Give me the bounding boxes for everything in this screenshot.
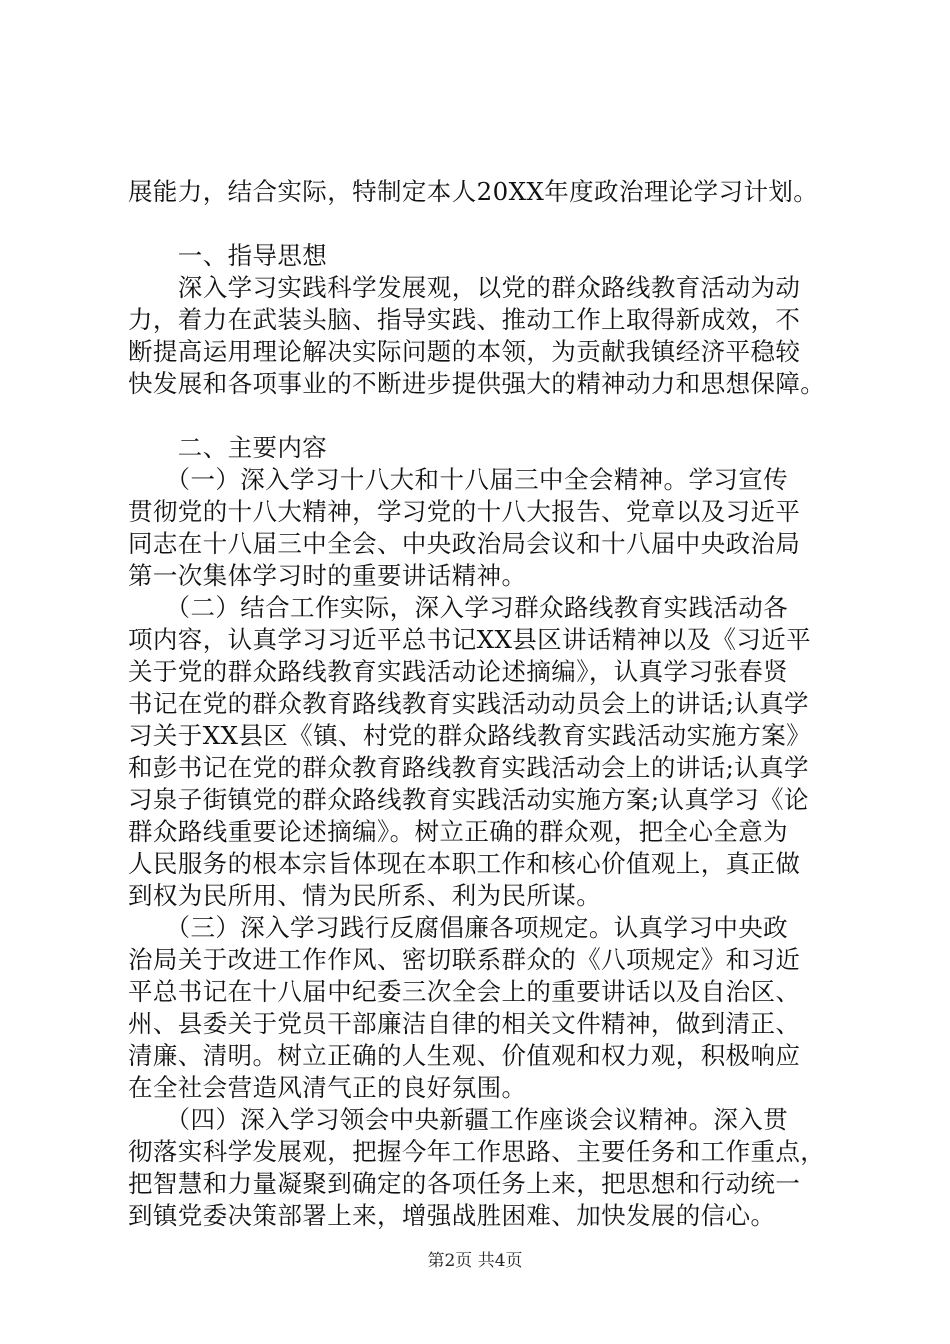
body-line: 力，着力在武装头脑、指导实践、推动工作上取得新成效，不 <box>128 305 801 334</box>
body-line: （二）结合工作实际，深入学习群众路线教育实践活动各 <box>128 593 789 622</box>
body-line: 断提高运用理论解决实际问题的本领，为贡献我镇经济平稳较 <box>128 337 801 366</box>
section-heading: 二、主要内容 <box>128 433 328 462</box>
body-line: 彻落实科学发展观，把握今年工作思路、主要任务和工作重点， <box>128 1137 826 1166</box>
body-line: 同志在十八届三中全会、中央政治局会议和十八届中央政治局 <box>128 529 801 558</box>
body-line: 州、县委关于党员干部廉洁自律的相关文件精神，做到清正、 <box>128 1009 801 1038</box>
body-line: 快发展和各项事业的不断进步提供强大的精神动力和思想保障。 <box>128 369 826 398</box>
body-line: 群众路线重要论述摘编》。树立正确的群众观，把全心全意为 <box>128 817 789 846</box>
body-line: （一）深入学习十八大和十八届三中全会精神。学习宣传 <box>128 465 789 494</box>
body-line: 贯彻党的十八大精神，学习党的十八大报告、党章以及习近平 <box>128 497 801 526</box>
body-line: 深入学习实践科学发展观，以党的群众路线教育活动为动 <box>128 273 801 302</box>
body-line: （四）深入学习领会中央新疆工作座谈会议精神。深入贯 <box>128 1105 789 1134</box>
body-line: 平总书记在十八届中纪委三次全会上的重要讲话以及自治区、 <box>128 977 801 1006</box>
body-line: 关于党的群众路线教育实践活动论述摘编》，认真学习张春贤 <box>128 657 789 686</box>
section-heading: 一、指导思想 <box>128 241 328 270</box>
page-footer: 第2页 共4页 <box>427 1251 523 1271</box>
body-line: 在全社会营造风清气正的良好氛围。 <box>128 1073 527 1102</box>
body-line: 习泉子街镇党的群众路线教育实践活动实施方案;认真学习《论 <box>128 785 809 814</box>
body-line: 展能力，结合实际，特制定本人20XX年度政治理论学习计划。 <box>128 177 819 206</box>
body-line: 清廉、清明。树立正确的人生观、价值观和权力观，积极响应 <box>128 1041 801 1070</box>
body-line: 第一次集体学习时的重要讲话精神。 <box>128 561 527 590</box>
body-line: 习关于XX县区《镇、村党的群众路线教育实践活动实施方案》 <box>128 721 812 750</box>
body-line: 到镇党委决策部署上来，增强战胜困难、加快发展的信心。 <box>128 1201 776 1230</box>
body-line: 和彭书记在党的群众教育路线教育实践活动会上的讲话;认真学 <box>128 753 809 782</box>
body-line: 书记在党的群众教育路线教育实践活动动员会上的讲话;认真学 <box>128 689 809 718</box>
body-line: 把智慧和力量凝聚到确定的各项任务上来，把思想和行动统一 <box>128 1169 801 1198</box>
body-line: 人民服务的根本宗旨体现在本职工作和核心价值观上，真正做 <box>128 849 801 878</box>
body-line: 项内容，认真学习习近平总书记XX县区讲话精神以及《习近平 <box>128 625 812 654</box>
body-line: 到权为民所用、情为民所系、利为民所谋。 <box>128 881 602 910</box>
body-line: （三）深入学习践行反腐倡廉各项规定。认真学习中央政 <box>128 913 789 942</box>
body-line: 治局关于改进工作作风、密切联系群众的《八项规定》和习近 <box>128 945 801 974</box>
